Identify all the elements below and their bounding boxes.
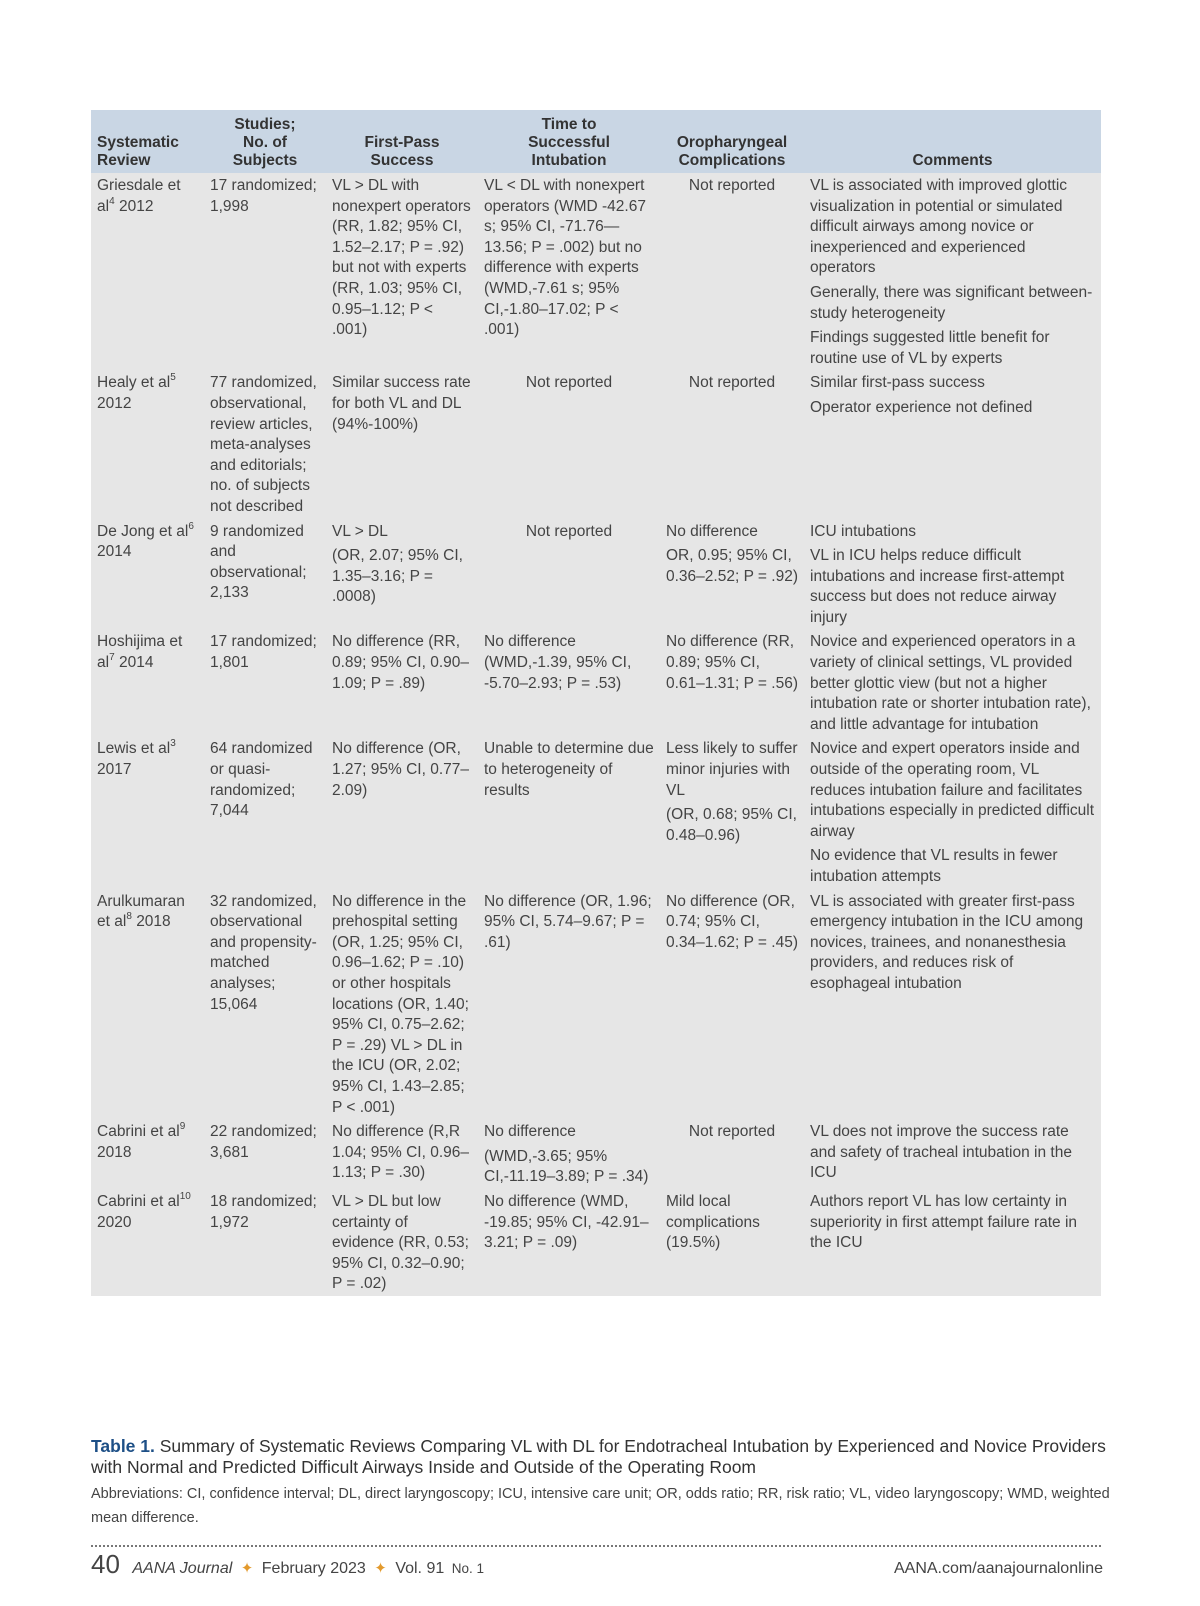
cell-paragraph: No difference — [666, 522, 758, 540]
cell-first-pass — [326, 519, 478, 630]
summary-table-container — [91, 110, 1101, 1296]
review-author: Cabrini et al — [97, 1192, 180, 1210]
cell-paragraph: (OR, 2.07; 95% CI, 1.35–3.16; P = .0008) — [332, 547, 463, 606]
cell-paragraph: (WMD,-3.65; 95% CI,-11.19–3.89; P = .34) — [484, 1147, 649, 1186]
review-year: 2020 — [97, 1213, 132, 1231]
studies-text: 32 randomized, observational and propensity-matched analyses; 15,064 — [210, 892, 317, 1013]
cell-paragraph: VL does not improve the success rate and safety of tracheal intubation in the ICU — [810, 1123, 1072, 1182]
cell-oropharyngeal — [660, 519, 804, 630]
cell-review — [91, 736, 204, 888]
cell-time-to-intubation — [478, 889, 660, 1120]
cell-first-pass — [326, 1119, 478, 1189]
header-systematic-review: Systematic Review — [91, 110, 204, 173]
studies-text: 17 randomized; 1,801 — [210, 633, 317, 672]
cell-comments — [804, 629, 1101, 736]
review-year: 2012 — [118, 197, 154, 215]
header-studies: Studies; No. of Subjects — [204, 110, 326, 173]
cell-time-to-intubation — [478, 629, 660, 736]
cell-paragraph: VL > DL but low certainty of evidence (RR, 0.53; 95% CI, 0.32–0.90; P = .02) — [332, 1192, 469, 1293]
cell-time-to-intubation — [478, 519, 660, 630]
review-author: Lewis et al — [97, 740, 171, 758]
cell-paragraph: No evidence that VL results in fewer intubation attempts — [810, 847, 1058, 885]
cell-studies — [204, 629, 326, 736]
cell-studies — [204, 370, 326, 518]
cell-paragraph: Novice and experienced operators in a variety of clinical settings, VL provided better glottic view (but not a higher intubation rate or shorter intubation rate), and little advantage for intubation — [810, 633, 1091, 733]
cell-paragraph: OR, 0.95; 95% CI, 0.36–2.52; P = .92) — [666, 547, 798, 585]
cell-time-to-intubation — [478, 370, 660, 518]
cell-paragraph: Not reported — [688, 1123, 776, 1141]
cell-comments — [804, 370, 1101, 518]
header-oropharyngeal: Oropharyngeal Complications — [660, 110, 804, 173]
cell-oropharyngeal — [660, 370, 804, 518]
separator-icon: ✦ — [374, 1560, 387, 1577]
cell-first-pass — [326, 173, 478, 370]
cell-paragraph: No difference in the prehospital setting (OR, 1.25; 95% CI, 0.96–1.62; P = .10) or other hospitals locations (OR, 1.40; 95% CI, 0.75–2.62; P = .29) VL > DL in the ICU (OR, 2.02; 95% CI, 1.43–2.85; P < .001) — [332, 892, 469, 1116]
cell-time-to-intubation — [478, 173, 660, 370]
reference-number: 10 — [179, 1190, 191, 1202]
cell-oropharyngeal — [660, 173, 804, 370]
table-row — [91, 889, 1101, 1120]
cell-oropharyngeal — [660, 1119, 804, 1189]
cell-review — [91, 889, 204, 1120]
cell-comments — [804, 173, 1101, 370]
cell-paragraph: No difference (WMD, -19.85; 95% CI, -42.91–3.21; P = .09) — [484, 1192, 649, 1252]
cell-first-pass — [326, 1189, 478, 1296]
cell-paragraph: No difference — [484, 1123, 576, 1141]
review-year: 2018 — [97, 1143, 132, 1161]
table-row — [91, 736, 1101, 888]
cell-paragraph: VL > DL with nonexpert operators (RR, 1.82; 95% CI, 1.52–2.17; P = .92) but not with experts (RR, 1.03; 95% CI, 0.95–1.12; P < .001) — [332, 177, 471, 339]
review-year: 2012 — [97, 394, 132, 412]
caption-abbreviations: Abbreviations: CI, confidence interval; DL, direct laryngoscopy; ICU, intensive care unit; OR, odds ratio; RR, risk ratio; VL, video laryngoscopy; WMD, weighted mean difference. — [91, 1486, 1110, 1526]
table-row — [91, 629, 1101, 736]
studies-text: 77 randomized, observational, review articles, meta-analyses and editorials; no. of subjects not described — [210, 374, 317, 515]
studies-text: 9 randomized and observational; 2,133 — [210, 522, 307, 602]
reference-number: 8 — [126, 911, 132, 923]
summary-table — [91, 110, 1101, 1296]
cell-studies — [204, 1119, 326, 1189]
cell-oropharyngeal — [660, 736, 804, 888]
cell-first-pass — [326, 370, 478, 518]
cell-studies — [204, 173, 326, 370]
caption-text: Summary of Systematic Reviews Comparing VL with DL for Endotracheal Intubation by Experienced and Novice Providers with Normal and Predicted Difficult Airways Inside and Outside of the Operating Room — [91, 1436, 1106, 1477]
table-row — [91, 519, 1101, 630]
separator-icon: ✦ — [240, 1560, 254, 1577]
footer-divider — [91, 1545, 1101, 1547]
cell-oropharyngeal — [660, 629, 804, 736]
cell-oropharyngeal — [660, 1189, 804, 1296]
cell-studies — [204, 889, 326, 1120]
issue-number: No. 1 — [451, 1561, 484, 1576]
table-row — [91, 370, 1101, 518]
table-row — [91, 1119, 1101, 1189]
cell-review — [91, 1189, 204, 1296]
page-footer — [91, 1549, 1103, 1584]
table-body — [91, 173, 1101, 1296]
cell-paragraph: No difference (OR, 1.96; 95% CI, 5.74–9.67; P = .61) — [484, 892, 652, 951]
journal-name: AANA Journal — [132, 1560, 233, 1577]
table-caption — [91, 1436, 1111, 1530]
caption-main — [91, 1436, 1111, 1478]
cell-review — [91, 173, 204, 370]
cell-paragraph: Not reported — [688, 177, 776, 194]
cell-paragraph: VL > DL — [332, 522, 388, 540]
cell-paragraph: No difference (RR, 0.89; 95% CI, 0.90–1.09; P = .89) — [332, 633, 470, 692]
cell-paragraph: Not reported — [688, 374, 776, 392]
review-author: Cabrini et al — [97, 1123, 180, 1141]
cell-review — [91, 629, 204, 736]
studies-text: 22 randomized; 3,681 — [210, 1123, 317, 1161]
review-author: De Jong et al — [97, 522, 189, 540]
reference-number: 3 — [170, 738, 176, 750]
table-row — [91, 173, 1101, 370]
cell-review — [91, 1119, 204, 1189]
table-header — [91, 110, 1101, 173]
cell-paragraph: No difference (OR, 0.74; 95% CI, 0.34–1.62; P = .45) — [666, 892, 798, 951]
header-comments: Comments — [804, 110, 1101, 173]
cell-first-pass — [326, 889, 478, 1120]
reference-number: 9 — [179, 1121, 186, 1133]
cell-time-to-intubation — [478, 1189, 660, 1296]
review-year: 2014 — [97, 543, 132, 561]
cell-paragraph: Similar first-pass success — [810, 374, 985, 392]
cell-review — [91, 519, 204, 630]
cell-first-pass — [326, 629, 478, 736]
cell-comments — [804, 1189, 1101, 1296]
cell-paragraph: Operator experience not defined — [810, 398, 1033, 416]
cell-studies — [204, 519, 326, 630]
studies-text: 18 randomized; 1,972 — [210, 1192, 317, 1231]
reference-number: 5 — [170, 372, 176, 384]
cell-paragraph: Generally, there was significant between-study heterogeneity — [810, 283, 1093, 322]
cell-paragraph: Similar success rate for both VL and DL (94%-100%) — [332, 374, 471, 433]
cell-time-to-intubation — [478, 1119, 660, 1189]
review-year: 2017 — [97, 761, 132, 779]
cell-studies — [204, 1189, 326, 1296]
cell-studies — [204, 736, 326, 888]
cell-paragraph: (OR, 0.68; 95% CI, 0.48–0.96) — [666, 806, 797, 844]
journal-url: AANA.com/aanajournalonline — [893, 1560, 1103, 1577]
page-number: 40 — [91, 1549, 120, 1579]
review-author: Healy et al — [97, 374, 171, 392]
cell-time-to-intubation — [478, 736, 660, 888]
cell-comments — [804, 519, 1101, 630]
header-time-to-intubation: Time to Successful Intubation — [478, 110, 660, 173]
review-author: Griesdale et al — [97, 177, 181, 215]
cell-paragraph: No difference (RR, 0.89; 95% CI, 0.61–1.31; P = .56) — [666, 633, 798, 692]
table-row — [91, 1189, 1101, 1296]
cell-comments — [804, 889, 1101, 1120]
reference-number: 6 — [188, 520, 194, 532]
studies-text: 17 randomized; 1,998 — [210, 177, 317, 215]
review-author: Arulkumaran et al — [97, 892, 185, 931]
cell-paragraph: Novice and expert operators inside and outside of the operating room, VL reduces intubation failure and facilitates intubations especially in predicted difficult airway — [810, 740, 1095, 840]
cell-paragraph: ICU intubations — [810, 522, 916, 540]
cell-paragraph: No difference (WMD,-1.39, 95% CI, -5.70–2.93; P = .53) — [484, 633, 632, 692]
cell-paragraph: Less likely to suffer minor injuries with VL — [666, 740, 798, 799]
cell-paragraph: Findings suggested little benefit for routine use of VL by experts — [810, 329, 1050, 367]
cell-first-pass — [326, 736, 478, 888]
cell-comments — [804, 736, 1101, 888]
cell-paragraph: VL is associated with greater first-pass emergency intubation in the ICU among novices, trainees, and nonanesthesia providers, and reduces risk of esophageal intubation — [810, 892, 1084, 992]
cell-review — [91, 370, 204, 518]
cell-paragraph: Authors report VL has low certainty in superiority in first attempt failure rate in the ICU — [810, 1192, 1078, 1252]
review-year: 2018 — [136, 913, 171, 931]
cell-paragraph: Not reported — [525, 522, 613, 540]
reference-number: 7 — [109, 652, 115, 664]
cell-paragraph: VL is associated with improved glottic visualization in potential or simulated difficult airways among novice or inexperienced and experienced operators — [810, 177, 1068, 277]
cell-comments — [804, 1119, 1101, 1189]
cell-paragraph: No difference (R,R 1.04; 95% CI, 0.96–1.13; P = .30) — [332, 1123, 470, 1182]
cell-paragraph: No difference (OR, 1.27; 95% CI, 0.77–2.09) — [332, 740, 470, 799]
header-first-pass: First-Pass Success — [326, 110, 478, 173]
reference-number: 4 — [109, 195, 115, 207]
review-author: Hoshijima et al — [97, 633, 183, 672]
studies-text: 64 randomized or quasi-randomized; 7,044 — [210, 740, 313, 820]
cell-paragraph: Mild local complications (19.5%) — [666, 1192, 760, 1252]
review-year: 2014 — [118, 654, 154, 672]
caption-label: Table 1. — [91, 1436, 155, 1456]
cell-paragraph: VL < DL with nonexpert operators (WMD -42.67 s; 95% CI, -71.76—13.56; P = .002) but no difference with experts (WMD,-7.61 s; 95% CI,-1.80–17.02; P < .001) — [484, 177, 646, 339]
issue-date: February 2023 — [261, 1560, 366, 1577]
cell-paragraph: VL in ICU helps reduce difficult intubations and increase first-attempt success but does not reduce airway injury — [810, 547, 1065, 626]
cell-paragraph: Not reported — [525, 374, 613, 392]
cell-paragraph: Unable to determine due to heterogeneity of results — [484, 740, 654, 799]
cell-oropharyngeal — [660, 889, 804, 1120]
volume: Vol. 91 — [395, 1560, 445, 1577]
